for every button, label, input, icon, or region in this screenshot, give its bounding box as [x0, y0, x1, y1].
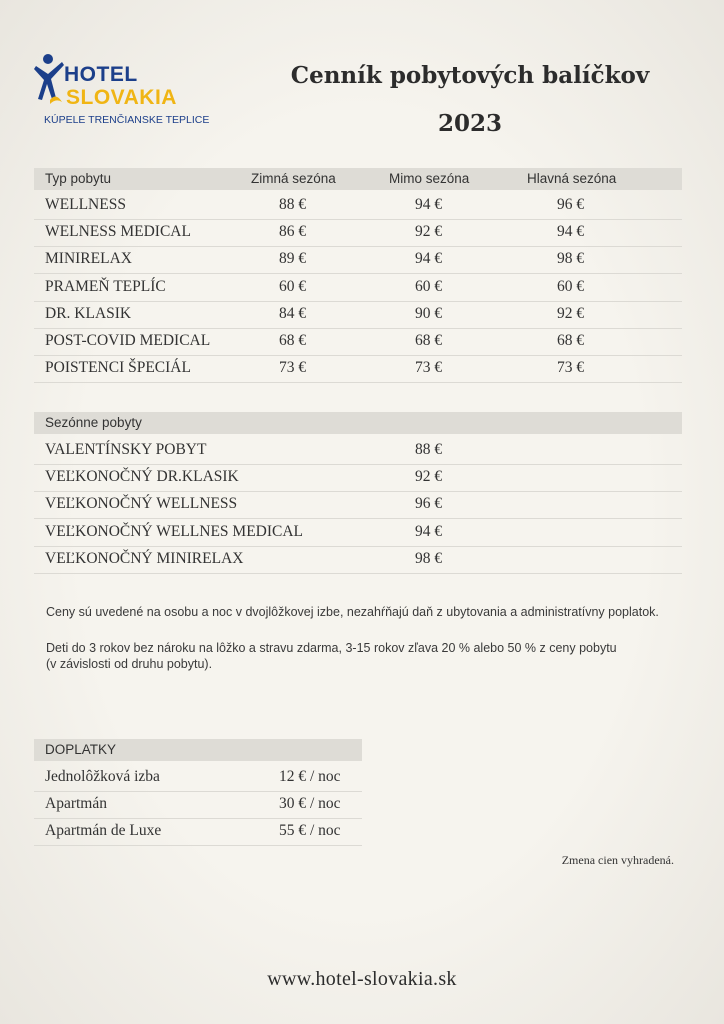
seasonal-header-label: Sezónne pobyty: [45, 415, 142, 430]
surcharge-name: Jednolôžková izba: [45, 768, 160, 785]
price-winter: 86 €: [279, 223, 307, 241]
package-row: [34, 192, 682, 220]
surcharge-name: Apartmán: [45, 795, 107, 813]
seasonal-row: [34, 437, 682, 465]
page-title: Cenník pobytových balíčkov: [290, 62, 650, 89]
price-off-season: 68 €: [415, 332, 443, 349]
hotel-logo: [34, 52, 214, 132]
header-off-season: Mimo sezóna: [389, 171, 470, 186]
price-main-season: 92 €: [557, 304, 585, 322]
seasonal-name: VALENTÍNSKY POBYT: [45, 441, 207, 458]
seasonal-row: [34, 464, 682, 492]
seasonal-name: VEĽKONOČNÝ DR.KLASIK: [45, 468, 239, 486]
surcharge-row: [34, 764, 362, 792]
price-off-season: 73 €: [415, 359, 443, 377]
surcharge-price: 30 € / noc: [279, 795, 341, 813]
price-main-season: 73 €: [557, 359, 585, 377]
dancer-figure-icon: [34, 52, 68, 108]
package-name: POST-COVID MEDICAL: [45, 332, 211, 349]
package-name: WELLNESS: [45, 196, 126, 213]
price-winter: 73 €: [279, 359, 307, 377]
price-off-season: 94 €: [415, 196, 443, 213]
surcharge-name: Apartmán de Luxe: [45, 822, 162, 840]
packages-header: [34, 168, 682, 190]
package-row: [34, 355, 682, 383]
logo-slovakia-text: SLOVAKIA: [66, 86, 177, 109]
seasonal-price: 92 €: [415, 468, 443, 486]
logo-hotel-text: HOTEL: [64, 63, 138, 86]
package-name: POISTENCI ŠPECIÁL: [45, 359, 191, 377]
children-note-line2: (v závislosti od druhu pobytu).: [46, 657, 213, 671]
package-row: [34, 246, 682, 274]
package-name: MINIRELAX: [45, 250, 132, 268]
seasonal-price: 94 €: [415, 522, 443, 540]
package-row: [34, 219, 682, 247]
package-name: PRAMEŇ TEPLÍC: [45, 277, 166, 295]
seasonal-header: [34, 412, 682, 434]
package-row: [34, 328, 682, 356]
price-winter: 89 €: [279, 250, 307, 268]
logo-subtitle: KÚPELE TRENČIANSKE TEPLICE: [44, 114, 210, 126]
seasonal-row: [34, 491, 682, 519]
price-main-season: 60 €: [557, 277, 585, 295]
seasonal-name: VEĽKONOČNÝ WELLNESS: [45, 495, 238, 513]
price-change-note: Zmena cien vyhradená.: [561, 853, 674, 867]
package-name: DR. KLASIK: [45, 304, 132, 322]
price-main-season: 94 €: [557, 223, 585, 241]
prices-note: Ceny sú uvedené na osobu a noc v dvojlôžkovej izbe, nezahŕňajú daň z ubytovania a administratívny poplatok.: [46, 605, 659, 619]
seasonal-name: VEĽKONOČNÝ MINIRELAX: [45, 549, 244, 567]
price-main-season: 98 €: [557, 250, 585, 268]
price-winter: 84 €: [279, 304, 307, 322]
price-winter: 68 €: [279, 332, 307, 349]
seasonal-row: [34, 546, 682, 574]
package-row: [34, 274, 682, 302]
surcharges-header: [34, 739, 362, 761]
package-name: WELNESS MEDICAL: [45, 223, 191, 241]
price-winter: 88 €: [279, 196, 307, 213]
seasonal-price: 96 €: [415, 495, 443, 513]
surcharges-header-label: DOPLATKY: [45, 742, 117, 757]
seasonal-price: 88 €: [415, 441, 443, 458]
price-winter: 60 €: [279, 277, 307, 295]
seasonal-name: VEĽKONOČNÝ WELLNES MEDICAL: [45, 522, 304, 540]
surcharge-row: [34, 818, 362, 846]
price-off-season: 90 €: [415, 304, 443, 322]
header-main-season: Hlavná sezóna: [527, 171, 617, 186]
surcharge-price: 12 € / noc: [279, 768, 341, 785]
seasonal-price: 98 €: [415, 549, 443, 567]
surcharge-price: 55 € / noc: [279, 822, 341, 840]
page-year: 2023: [437, 110, 502, 137]
header-type: Typ pobytu: [45, 171, 112, 186]
price-off-season: 92 €: [415, 223, 443, 241]
package-row: [34, 301, 682, 329]
surcharge-row: [34, 791, 362, 819]
price-main-season: 96 €: [557, 196, 585, 213]
price-off-season: 94 €: [415, 250, 443, 268]
price-off-season: 60 €: [415, 277, 443, 295]
price-main-season: 68 €: [557, 332, 585, 349]
header-winter: Zimná sezóna: [251, 171, 336, 186]
website-link[interactable]: www.hotel-slovakia.sk: [267, 968, 457, 990]
children-note-line1: Deti do 3 rokov bez nároku na lôžko a stravu zdarma, 3-15 rokov zľava 20 % alebo 50 % z ceny pobytu: [46, 641, 617, 655]
seasonal-row: [34, 519, 682, 547]
